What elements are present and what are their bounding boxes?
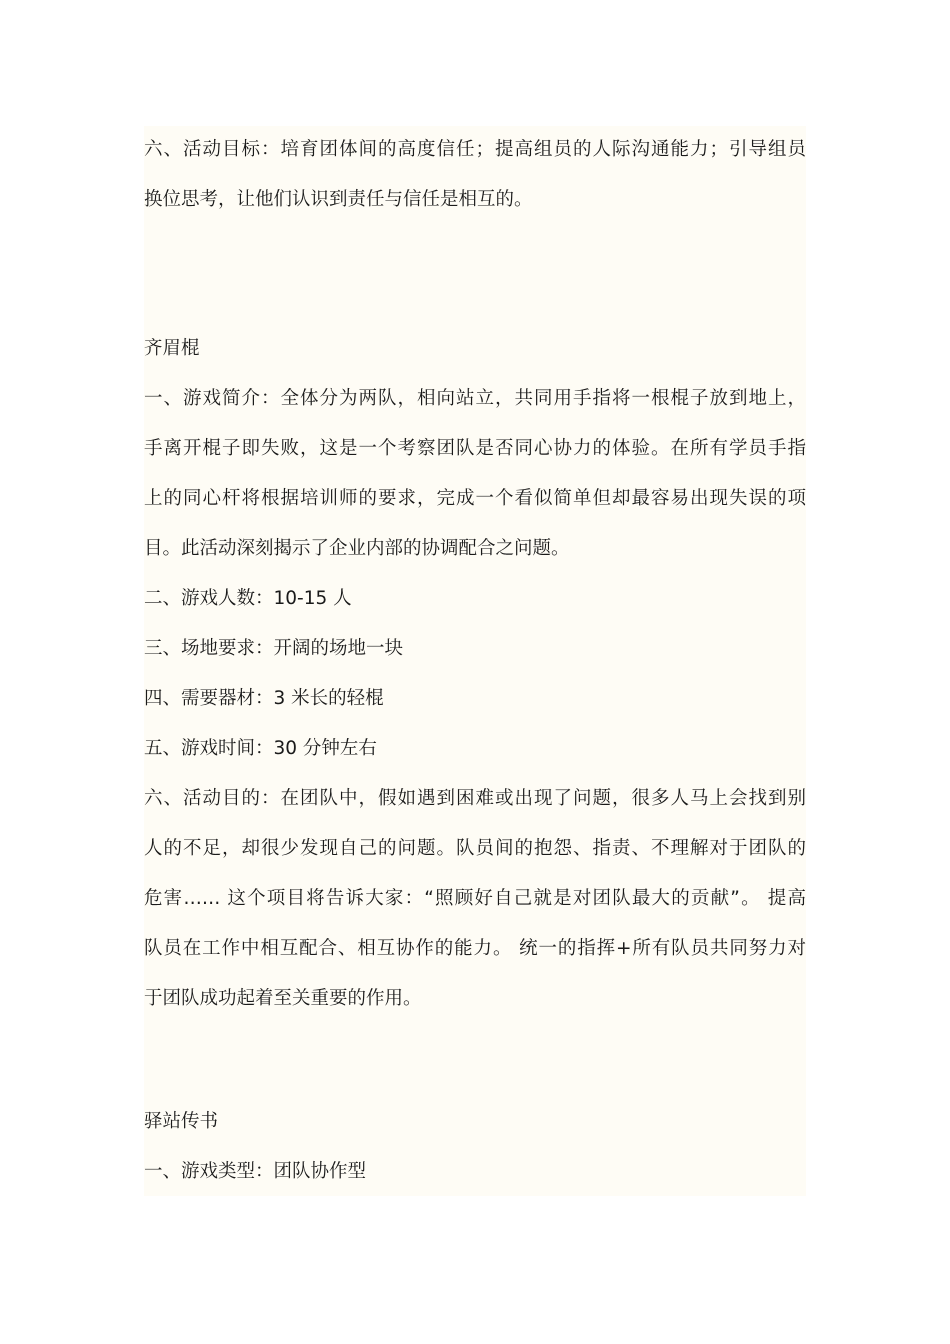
item-game-type: 一、游戏类型：团队协作型: [144, 1161, 367, 1182]
section-title-qimeigun: 齐眉棍: [144, 338, 200, 359]
paragraph-line-purpose: 队员在工作中相互配合、相互协作的能力。 统一的指挥+所有队员共同努力对: [144, 938, 806, 959]
item-equipment: 四、需要器材：3 米长的轻棍: [144, 688, 384, 709]
paragraph-line-intro: 手离开棍子即失败，这是一个考察团队是否同心协力的体验。在所有学员手指: [144, 438, 806, 459]
paragraph-line-goals: 六、活动目标：培育团体间的高度信任；提高组员的人际沟通能力；引导组员: [144, 139, 806, 160]
item-participants: 二、游戏人数：10-15 人: [144, 588, 352, 609]
paragraph-line-purpose: 人的不足，却很少发现自己的问题。队员间的抱怨、指责、不理解对于团队的: [144, 838, 806, 859]
paragraph-line-intro: 目。此活动深刻揭示了企业内部的协调配合之问题。: [144, 538, 570, 559]
paragraph-line-purpose: 危害…… 这个项目将告诉大家：“照顾好自己就是对团队最大的贡献”。 提高: [144, 888, 806, 909]
paragraph-line-purpose: 六、活动目的：在团队中，假如遇到困难或出现了问题，很多人马上会找到别: [144, 788, 806, 809]
paragraph-line-goals-cont: 换位思考，让他们认识到责任与信任是相互的。: [144, 189, 533, 210]
section-title-yizhan: 驿站传书: [144, 1111, 219, 1132]
paragraph-line-purpose: 于团队成功起着至关重要的作用。: [144, 988, 422, 1009]
item-duration: 五、游戏时间：30 分钟左右: [144, 738, 377, 759]
paragraph-line-intro: 一、游戏简介：全体分为两队，相向站立，共同用手指将一根棍子放到地上，: [144, 388, 806, 409]
item-venue: 三、场地要求：开阔的场地一块: [144, 638, 404, 659]
paragraph-line-intro: 上的同心杆将根据培训师的要求，完成一个看似简单但却最容易出现失误的项: [144, 488, 806, 509]
